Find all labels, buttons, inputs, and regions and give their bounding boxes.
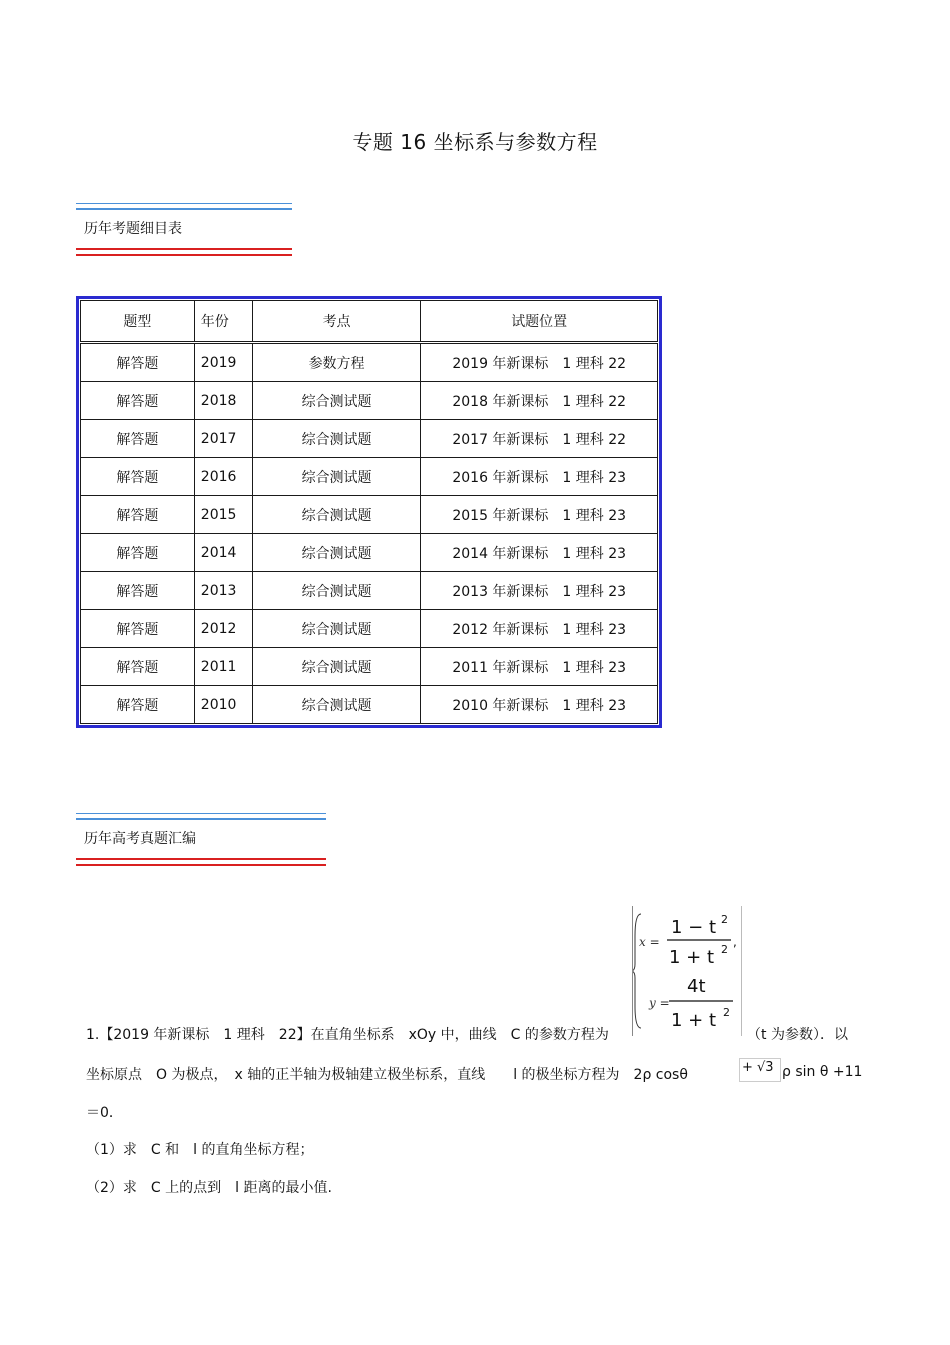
parametric-equation-svg bbox=[633, 906, 741, 1036]
x-comma: , bbox=[733, 935, 737, 949]
cell-year: 2013 bbox=[194, 572, 252, 610]
cell-topic: 综合测试题 bbox=[252, 572, 421, 610]
table-row bbox=[81, 686, 658, 724]
header-position: 试题位置 bbox=[421, 301, 658, 343]
cell-topic: 综合测试题 bbox=[252, 534, 421, 572]
sqrt-term-text: + √3 bbox=[742, 1060, 774, 1075]
cell-type: 解答题 bbox=[81, 648, 195, 686]
question-line-1a: 1.【2019 年新课标 1 理科 22】在直角坐标系 xOy 中，曲线 C 的参数方程为 bbox=[86, 1027, 609, 1043]
question-line-2a: 坐标原点 O 为极点， x 轴的正半轴为极轴建立极坐标系，直线 l 的极坐标方程为 2ρ cosθ bbox=[86, 1067, 688, 1083]
table-row bbox=[81, 343, 658, 382]
question-line-2b: ρ sin θ +11 bbox=[782, 1064, 863, 1080]
cell-position: 2010 年新课标 1 理科 23 bbox=[421, 686, 658, 724]
exam-table bbox=[76, 296, 662, 728]
page-title: 专题 16 坐标系与参数方程 bbox=[352, 130, 598, 154]
divider-top bbox=[76, 813, 326, 820]
x-lhs: x = bbox=[639, 935, 660, 949]
cell-position: 2014 年新课标 1 理科 23 bbox=[421, 534, 658, 572]
cell-type: 解答题 bbox=[81, 534, 195, 572]
cell-year: 2010 bbox=[194, 686, 252, 724]
table-header-row bbox=[81, 301, 658, 343]
header-topic: 考点 bbox=[252, 301, 421, 343]
cell-year: 2014 bbox=[194, 534, 252, 572]
sqrt-term bbox=[739, 1058, 781, 1082]
y-numerator: 4t bbox=[687, 976, 706, 997]
cell-type: 解答题 bbox=[81, 420, 195, 458]
cell-position: 2017 年新课标 1 理科 22 bbox=[421, 420, 658, 458]
cell-year: 2011 bbox=[194, 648, 252, 686]
section-label: 历年考题细目表 bbox=[84, 221, 182, 237]
x-den-exponent: 2 bbox=[721, 943, 728, 956]
cell-position: 2019 年新课标 1 理科 22 bbox=[421, 343, 658, 382]
table-row bbox=[81, 458, 658, 496]
header-type: 题型 bbox=[81, 301, 195, 343]
section-label: 历年高考真题汇编 bbox=[84, 831, 196, 847]
cell-type: 解答题 bbox=[81, 343, 195, 382]
parametric-equation bbox=[632, 906, 742, 1036]
cell-year: 2017 bbox=[194, 420, 252, 458]
cell-topic: 综合测试题 bbox=[252, 382, 421, 420]
cell-type: 解答题 bbox=[81, 382, 195, 420]
cell-topic: 综合测试题 bbox=[252, 420, 421, 458]
question-line-1b: （t 为参数）．以 bbox=[747, 1027, 848, 1043]
cell-type: 解答题 bbox=[81, 458, 195, 496]
table-row bbox=[81, 610, 658, 648]
cell-topic: 综合测试题 bbox=[252, 496, 421, 534]
divider-bottom bbox=[76, 858, 326, 866]
cell-type: 解答题 bbox=[81, 572, 195, 610]
section-header-questions bbox=[76, 813, 326, 866]
table-row bbox=[81, 648, 658, 686]
divider-top bbox=[76, 203, 292, 210]
cell-position: 2016 年新课标 1 理科 23 bbox=[421, 458, 658, 496]
y-den-exponent: 2 bbox=[723, 1006, 730, 1019]
table-row bbox=[81, 420, 658, 458]
cell-type: 解答题 bbox=[81, 496, 195, 534]
table-row bbox=[81, 382, 658, 420]
cell-year: 2019 bbox=[194, 343, 252, 382]
cell-position: 2013 年新课标 1 理科 23 bbox=[421, 572, 658, 610]
x-num-exponent: 2 bbox=[721, 913, 728, 926]
section-header-table bbox=[76, 203, 292, 256]
table-row bbox=[81, 572, 658, 610]
y-lhs: y = bbox=[649, 996, 670, 1010]
cell-topic: 综合测试题 bbox=[252, 648, 421, 686]
table-row bbox=[81, 534, 658, 572]
x-numerator: 1 − t bbox=[671, 917, 717, 938]
table-row bbox=[81, 496, 658, 534]
cell-year: 2012 bbox=[194, 610, 252, 648]
cell-topic: 综合测试题 bbox=[252, 686, 421, 724]
y-denominator: 1 + t bbox=[671, 1010, 717, 1031]
cell-position: 2018 年新课标 1 理科 22 bbox=[421, 382, 658, 420]
cell-topic: 综合测试题 bbox=[252, 458, 421, 496]
cell-position: 2012 年新课标 1 理科 23 bbox=[421, 610, 658, 648]
cell-topic: 参数方程 bbox=[252, 343, 421, 382]
cell-position: 2011 年新课标 1 理科 23 bbox=[421, 648, 658, 686]
question-line-3: ＝0． bbox=[86, 1105, 123, 1121]
cell-topic: 综合测试题 bbox=[252, 610, 421, 648]
cell-type: 解答题 bbox=[81, 686, 195, 724]
cell-year: 2016 bbox=[194, 458, 252, 496]
cell-type: 解答题 bbox=[81, 610, 195, 648]
question-part-2: （2）求 C 上的点到 l 距离的最小值. bbox=[86, 1180, 332, 1196]
header-year: 年份 bbox=[194, 301, 252, 343]
question-part-1: （1）求 C 和 l 的直角坐标方程； bbox=[86, 1142, 314, 1158]
divider-bottom bbox=[76, 248, 292, 256]
x-denominator: 1 + t bbox=[669, 947, 715, 968]
cell-year: 2015 bbox=[194, 496, 252, 534]
cell-year: 2018 bbox=[194, 382, 252, 420]
cell-position: 2015 年新课标 1 理科 23 bbox=[421, 496, 658, 534]
